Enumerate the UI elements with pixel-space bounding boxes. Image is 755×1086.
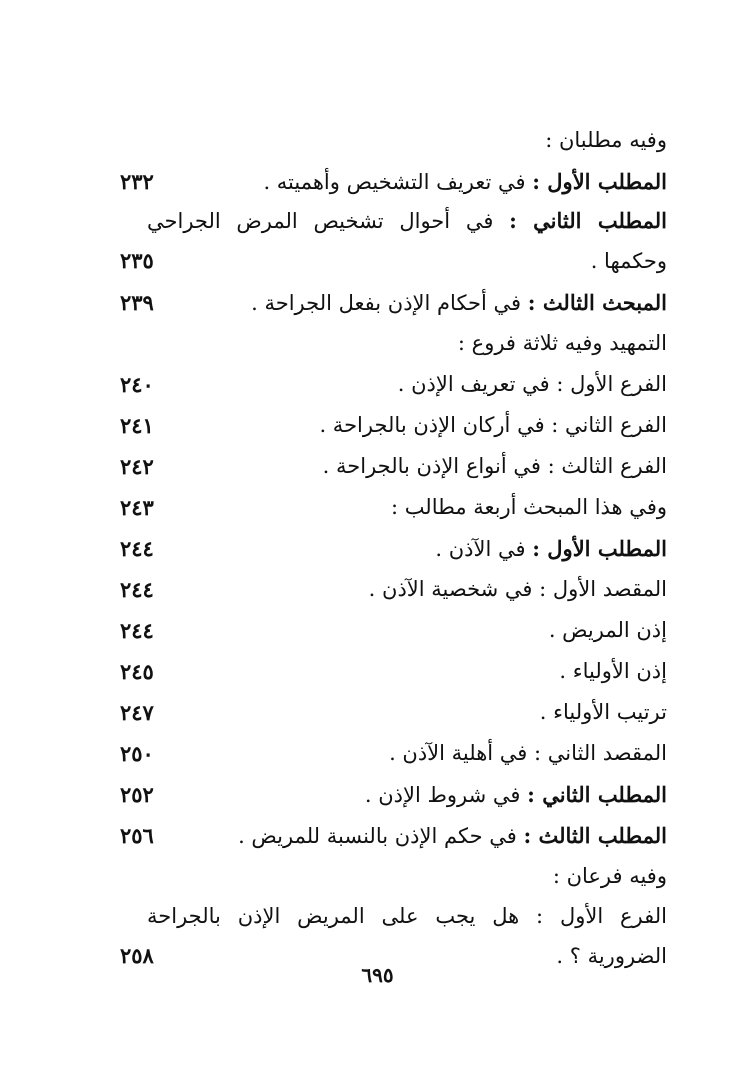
toc-entry-page: ٢٥٠ (120, 741, 154, 766)
toc-entry-page: ٢٣٥ (120, 248, 154, 273)
toc-entry-label: المطلب الثالث : في حكم الإذن بالنسبة للمريض . (238, 823, 667, 848)
toc-entry-label: المقصد الأول : في شخصية الآذن . (368, 577, 667, 601)
toc-entry-label: وفيه مطلبان : (545, 128, 667, 152)
toc-entry-page: ٢٤٤ (120, 536, 154, 561)
toc-row (147, 897, 667, 935)
toc-entry-label: إذن الأولياء . (559, 659, 667, 683)
page-number: ٦٩٥ (361, 963, 394, 987)
toc-entry-page: ٢٥٨ (120, 943, 154, 968)
toc-entry-label: الفرع الثاني : في أركان الإذن بالجراحة . (319, 413, 667, 437)
toc-row (120, 487, 667, 528)
toc-row (120, 405, 667, 446)
toc-entry-heading: المطلب الثالث : (523, 823, 667, 848)
toc-entry-label: المطلب الأول : في تعريف التشخيص وأهميته . (263, 169, 667, 194)
toc-row (120, 240, 667, 282)
toc-entry-page: ٢٤٤ (120, 577, 154, 602)
toc-entry-heading: المبحث الثالث : (527, 290, 667, 315)
toc-entry-label: المطلب الثاني : في أحوال تشخيص المرض الجراحي (147, 208, 667, 233)
toc-entry-label: إذن المريض . (548, 618, 667, 642)
toc-entry-label: التمهيد وفيه ثلاثة فروع : (457, 331, 667, 355)
toc-entry-label: الفرع الأول : في تعريف الإذن . (397, 372, 667, 396)
toc-entry-label: وفي هذا المبحث أربعة مطالب : (390, 495, 667, 519)
toc-entry-page: ٢٥٦ (120, 823, 154, 848)
toc-entry-page: ٢٤٢ (120, 454, 154, 479)
toc-row (120, 282, 667, 323)
toc-row (120, 161, 667, 202)
toc-row (120, 692, 667, 733)
toc-row (120, 446, 667, 487)
toc-entry-heading: المطلب الثاني : (509, 208, 667, 233)
toc-entry-label: المبحث الثالث : في أحكام الإذن بفعل الجراحة . (251, 290, 667, 315)
toc-entry-label: الضرورية ؟ . (556, 944, 667, 968)
toc-row (120, 610, 667, 651)
toc-row (147, 856, 667, 897)
toc-row (120, 651, 667, 692)
toc-entry-page: ٢٣٢ (120, 169, 154, 194)
toc-entry-heading: المطلب الثاني : (527, 782, 667, 807)
toc-entry-page: ٢٤٥ (120, 659, 154, 684)
toc-entry-heading: المطلب الأول : (532, 169, 667, 194)
toc-entry-label: المطلب الأول : في الآذن . (435, 536, 667, 561)
toc-entry-page: ٢٥٢ (120, 782, 154, 807)
toc-entry-label: المقصد الثاني : في أهلية الآذن . (389, 741, 667, 765)
toc-entry-label: الفرع الثالث : في أنواع الإذن بالجراحة . (322, 454, 667, 478)
toc-entry-label: الفرع الأول : هل يجب على المريض الإذن بالجراحة (147, 904, 667, 928)
toc-row (120, 528, 667, 569)
toc-row (120, 774, 667, 815)
toc-row (147, 202, 667, 240)
toc-entry-page: ٢٤٠ (120, 372, 154, 397)
table-of-contents (120, 120, 667, 977)
toc-entry-page: ٢٤٤ (120, 618, 154, 643)
toc-row (120, 569, 667, 610)
toc-row (120, 815, 667, 856)
toc-entry-page: ٢٤١ (120, 413, 154, 438)
toc-entry-heading: المطلب الأول : (532, 536, 667, 561)
toc-row (120, 364, 667, 405)
toc-entry-page: ٢٤٣ (120, 495, 154, 520)
toc-row (147, 323, 667, 364)
toc-row (147, 120, 667, 161)
toc-row (120, 733, 667, 774)
toc-entry-label: وفيه فرعان : (552, 864, 667, 888)
toc-entry-page: ٢٣٩ (120, 290, 154, 315)
toc-entry-page: ٢٤٧ (120, 700, 154, 725)
toc-entry-label: وحكمها . (590, 249, 667, 273)
toc-entry-label: المطلب الثاني : في شروط الإذن . (364, 782, 667, 807)
toc-entry-label: ترتيب الأولياء . (539, 700, 667, 724)
